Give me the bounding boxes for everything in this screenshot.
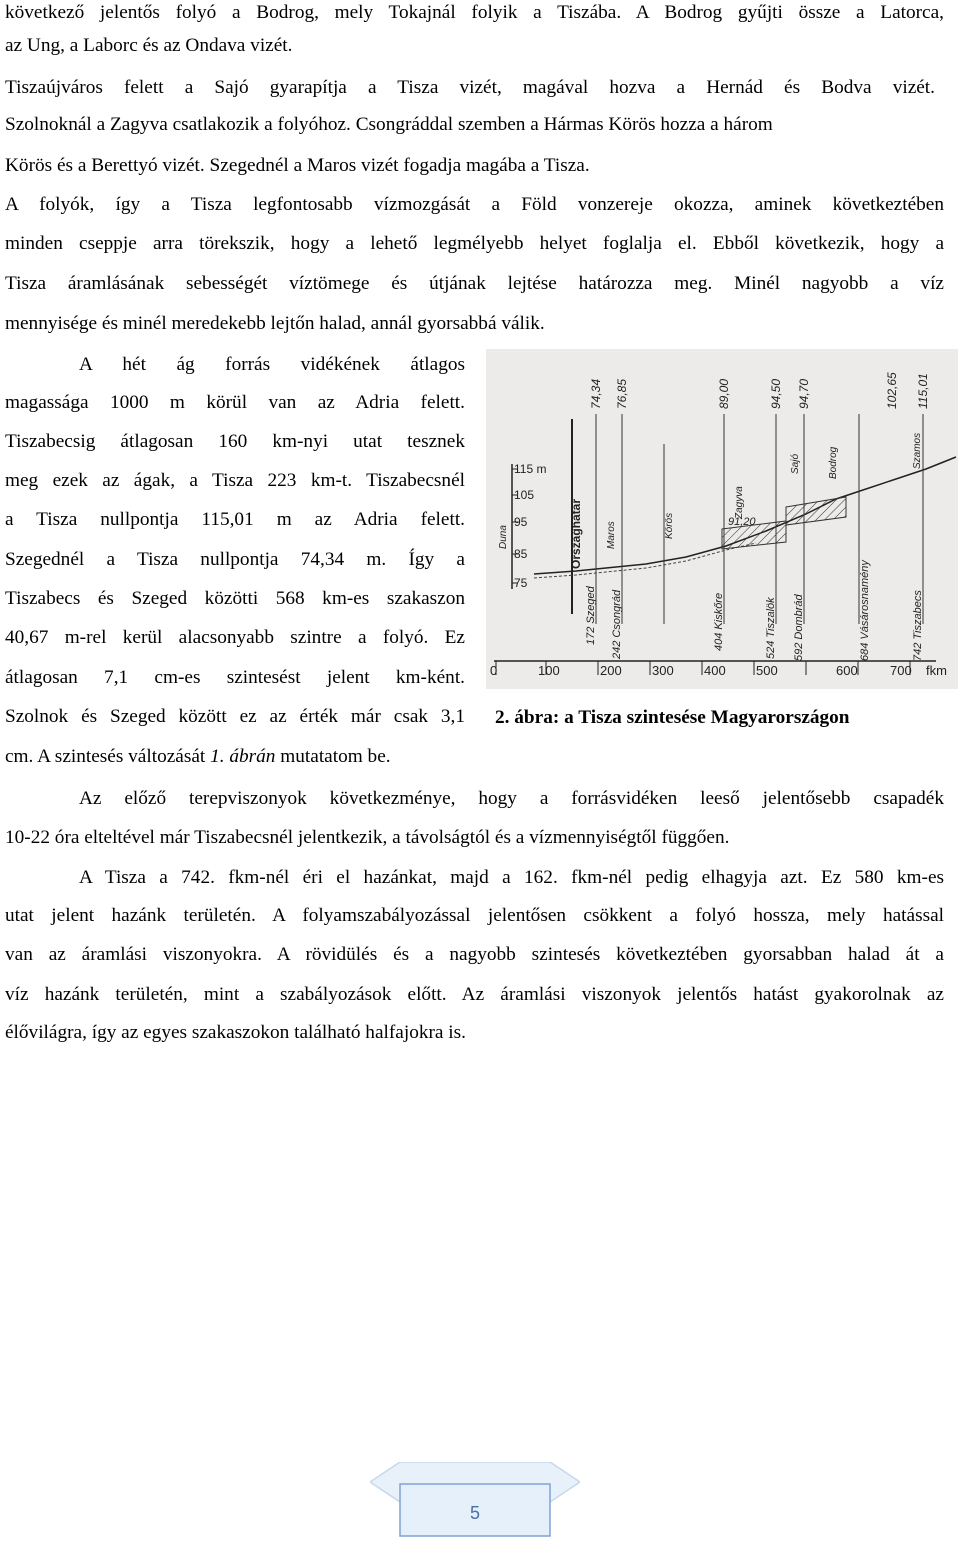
elevation-label: 74,34: [589, 378, 603, 409]
x-axis-unit: fkm: [926, 663, 947, 678]
text-segment: cm. A szintesés változását: [5, 746, 211, 767]
x-tick-label: 700: [890, 663, 912, 678]
elevation-label: 115,01: [916, 373, 930, 409]
text-line: Tisza áramlásának sebességét víztömege és útjának lejtése határozza meg. Minél nagyobb a víz: [5, 273, 944, 294]
town-label: 524 Tiszalök: [765, 597, 777, 659]
text-line: A hét ág forrás vidékének átlagos: [79, 354, 465, 375]
text-line: Tiszabecsig átlagosan 160 km-nyi utat tesznek: [5, 431, 465, 452]
figure-caption: 2. ábra: a Tisza szintesése Magyarországon: [495, 707, 850, 728]
elevation-label: 94,70: [797, 378, 811, 409]
text-line: Szolnoknál a Zagyva csatlakozik a folyóhoz. Csongráddal szemben a Hármas Körös hozza a három: [5, 114, 773, 135]
river-label: Zagyva: [734, 486, 745, 519]
point-label: 91,20: [728, 516, 756, 528]
text-line: magassága 1000 m körül van az Adria felett.: [5, 392, 465, 413]
x-tick-label: 300: [652, 663, 674, 678]
text-line: Az előző terepviszonyok következménye, hogy a forrásvidéken leeső jelentősebb csapadék: [79, 788, 944, 809]
page-number-badge: [370, 1462, 580, 1544]
text-line: Szegednél a Tisza nullpontja 74,34 m. Így a: [5, 549, 465, 570]
town-label: 172 Szeged: [585, 586, 597, 645]
text-line: minden cseppje arra törekszik, hogy a lehető legmélyebb helyet foglalja el. Ebből következik, hogy a: [5, 233, 944, 254]
text-line: Tiszabecs és Szeged közötti 568 km-es szakaszon: [5, 588, 465, 609]
x-tick-label: 400: [704, 663, 726, 678]
text-line: következő jelentős folyó a Bodrog, mely Tokajnál folyik a Tiszába. A Bodrog gyűjti össze a Latorca,: [5, 2, 944, 23]
text-line: utat jelent hazánk területén. A folyamszabályozással jelentősen csökkent a folyó hossza, mely hatással: [5, 905, 944, 926]
x-tick-label: 500: [756, 663, 778, 678]
river-label: Duna: [498, 525, 509, 549]
y-tick-label: 85: [514, 547, 528, 561]
river-label: Körös: [664, 512, 675, 539]
text-segment: mutatatom be.: [275, 746, 391, 767]
y-tick-label: 115 m: [514, 462, 547, 476]
text-line: A folyók, így a Tisza legfontosabb vízmozgását a Föld vonzereje okozza, aminek következtében: [5, 194, 944, 215]
y-tick-label: 105: [514, 488, 535, 502]
text-line: Szolnok és Szeged között ez az érték már csak 3,1: [5, 706, 465, 727]
x-tick-label: 200: [600, 663, 622, 678]
river-label: Sajó: [790, 453, 801, 474]
text-line: átlagosan 7,1 cm-es szintesést jelent km-ként.: [5, 667, 465, 688]
town-label: 242 Csongrád: [611, 589, 623, 659]
elevation-label: 102,65: [885, 372, 899, 409]
text-line: van az áramlási viszonyokra. A rövidülés és a nagyobb szintesés következtében gyorsabban halad át a: [5, 944, 944, 965]
text-line: a Tisza nullpontja 115,01 m az Adria felett.: [5, 509, 465, 530]
river-label: Maros: [606, 521, 617, 549]
y-tick-label: 75: [514, 576, 528, 590]
figure-reference: 1. ábrán: [210, 746, 276, 767]
town-label: 684 Vásárosnamény: [859, 560, 871, 661]
text-line: meg ezek az ágak, a Tisza 223 km-t. Tiszabecsnél: [5, 470, 465, 491]
text-line: az Ung, a Laborc és az Ondava vizét.: [5, 35, 293, 56]
x-tick-label: 600: [836, 663, 858, 678]
town-label: 592 Dombrád: [793, 594, 805, 661]
text-line: mennyisége és minél meredekebb lejtőn halad, annál gyorsabbá válik.: [5, 313, 545, 334]
border-label: Országhatár: [569, 498, 583, 569]
text-line: víz hazánk területén, mint a szabályozások előtt. Az áramlási viszonyok jelentős hatást gyakorolnak az: [5, 984, 944, 1005]
text-line: 40,67 m-rel kerül alacsonyabb szintre a folyó. Ez: [5, 627, 465, 648]
elevation-label: 76,85: [615, 378, 629, 409]
page-number: 5: [469, 1503, 481, 1523]
elevation-profile-figure: [486, 349, 958, 689]
elevation-label: 94,50: [769, 378, 783, 409]
town-label: 742 Tiszabecs: [912, 590, 924, 661]
text-line: Körös és a Berettyó vizét. Szegednél a Maros vizét fogadja magába a Tisza.: [5, 155, 590, 176]
text-line: [5, 744, 465, 770]
x-tick-label: 100: [538, 663, 560, 678]
text-line: Tiszaújváros felett a Sajó gyarapítja a Tisza vizét, magával hozva a Hernád és Bodva vizét.: [5, 77, 935, 98]
river-label: Bodrog: [828, 446, 839, 479]
x-tick-label: 0: [490, 663, 498, 678]
text-line: A Tisza a 742. fkm-nél éri el hazánkat, majd a 162. fkm-nél pedig elhagyja azt. Ez 580 km-es: [79, 867, 944, 888]
text-line: 10-22 óra elteltével már Tiszabecsnél jelentkezik, a távolságtól és a vízmennyiségtől függően.: [5, 827, 730, 848]
text-line: élővilágra, így az egyes szakaszokon található halfajokra is.: [5, 1022, 466, 1043]
river-label: Szamos: [912, 432, 923, 469]
elevation-label: 89,00: [717, 378, 731, 409]
town-label: 404 Kiskőre: [713, 592, 725, 651]
y-tick-label: 95: [514, 515, 528, 529]
